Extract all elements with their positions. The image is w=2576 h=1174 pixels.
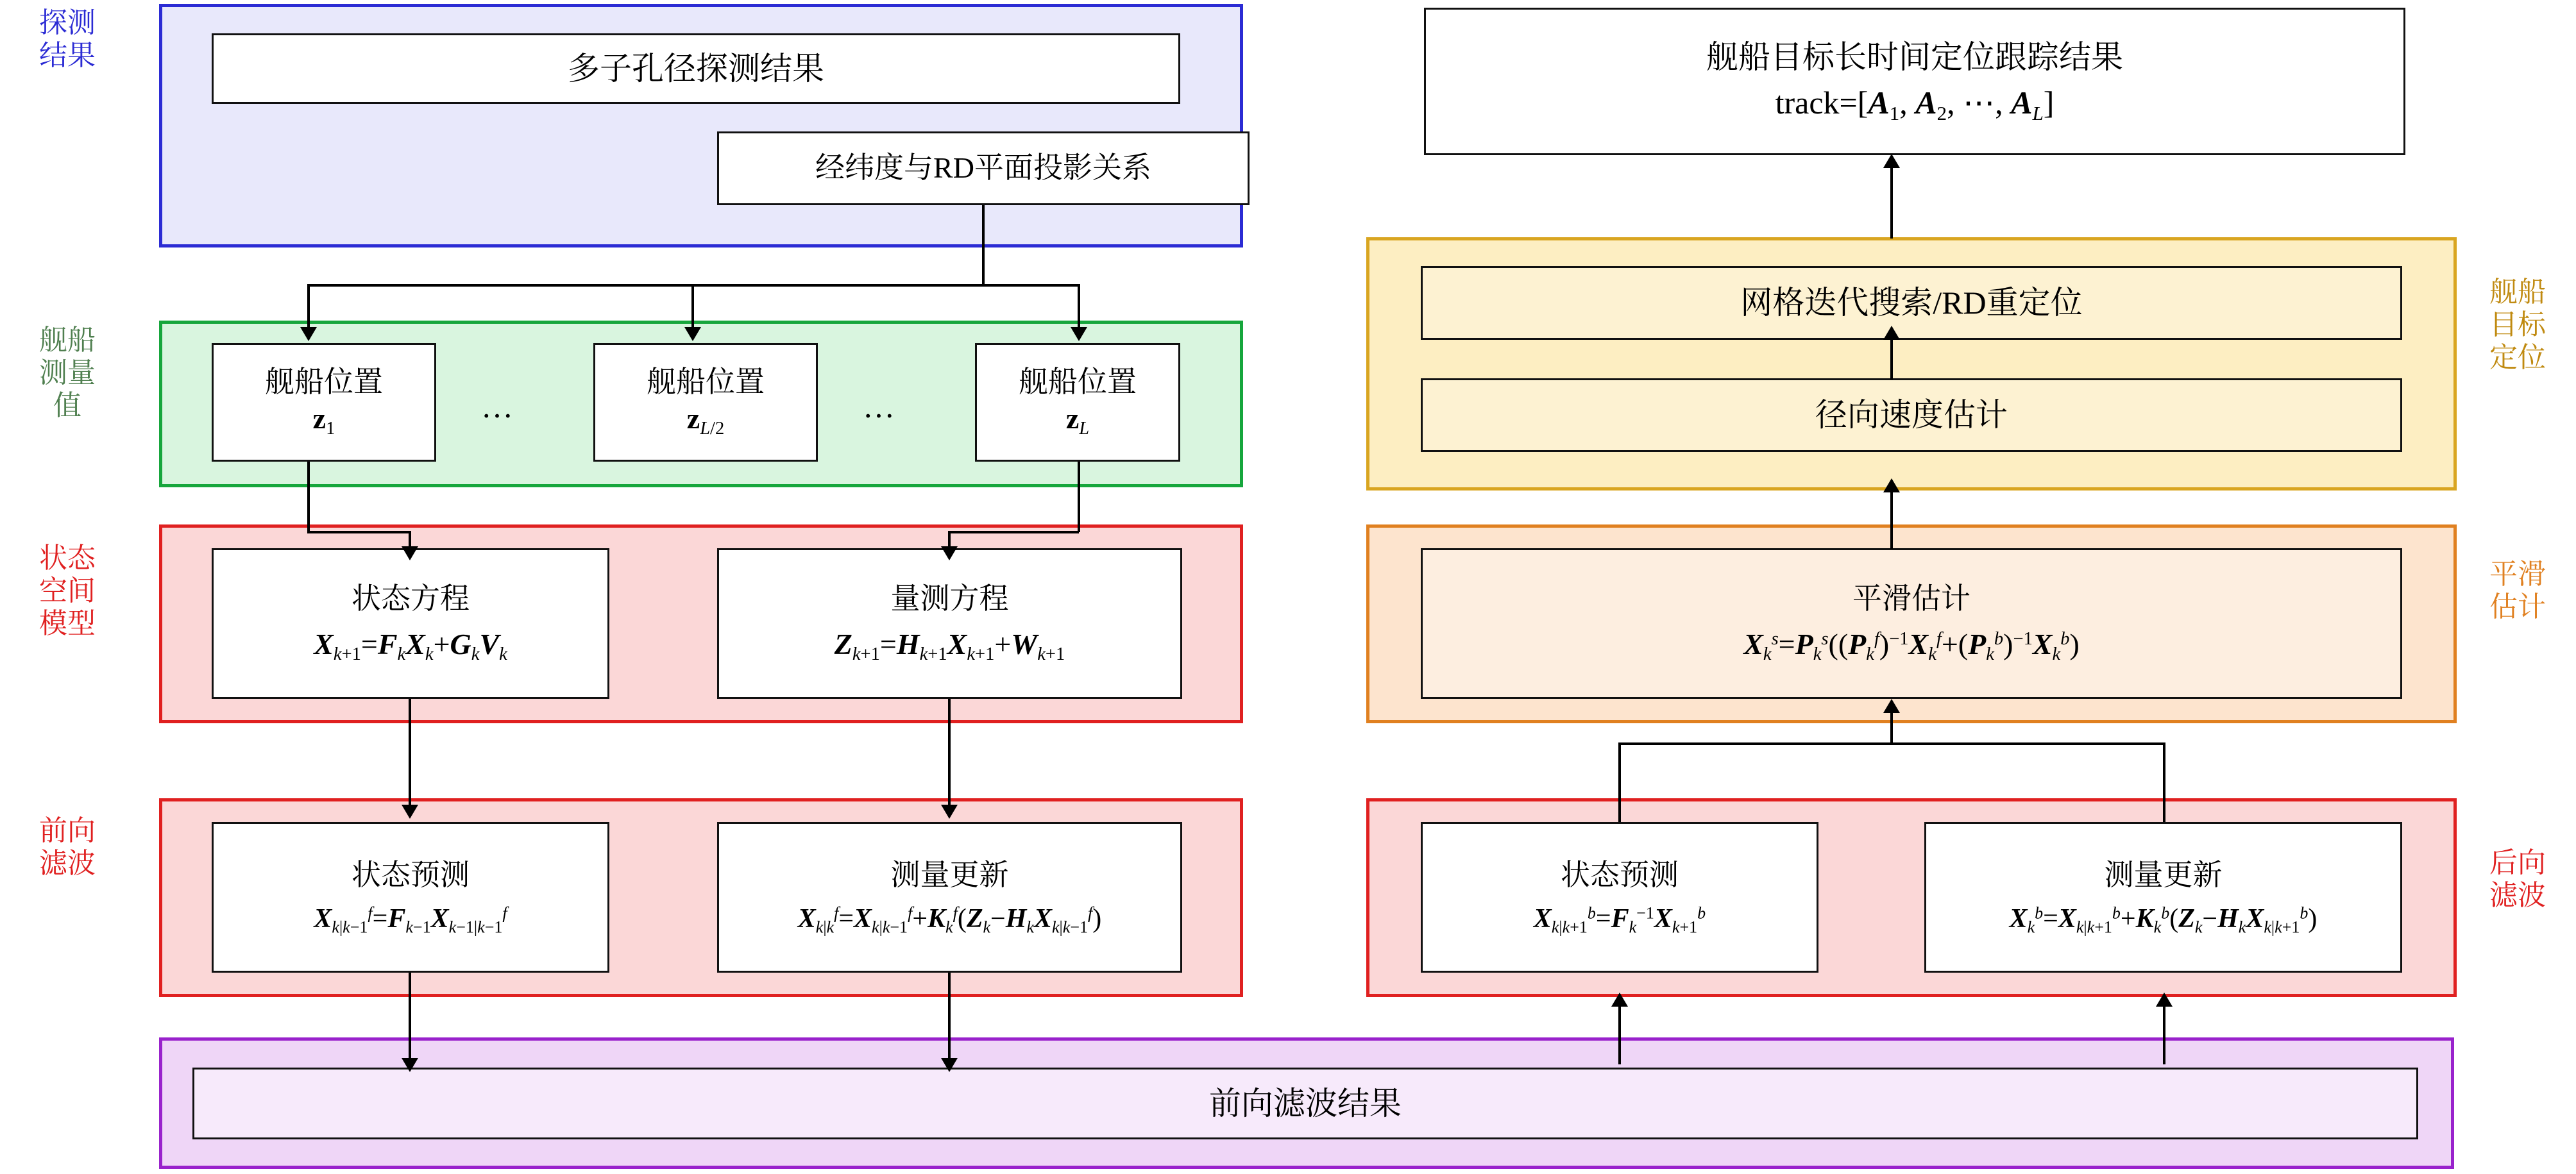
connector-back-pred-up [1618, 744, 1621, 822]
connector-result-to-back-update [2163, 1007, 2165, 1064]
backward-measurement-update-formula: $X_k^b=X_{k|k+1}^b+K_k^b(Z_k-H_kX_{k|k+1}^b)$ [2009, 903, 2318, 936]
connector-to-measurement-3 [1078, 284, 1080, 329]
node-state-equation [212, 548, 609, 699]
arrowhead-measurement-1 [300, 327, 317, 341]
arrowhead-grid-search [1883, 326, 1900, 340]
stage-label-measurement: 舰船 测量 值 [39, 324, 96, 422]
arrowhead-measurement-2 [684, 327, 701, 341]
measurement-ellipsis-left: … [481, 389, 513, 424]
node-grid-search [1421, 266, 2402, 340]
measurement-equation-title: 量测方程 [890, 582, 1009, 616]
arrowhead-backward-measurement-update [2156, 993, 2173, 1007]
connector-m3-left [948, 531, 1079, 533]
measurement-1-title: 舰船位置 [265, 365, 383, 399]
node-detection-result [212, 33, 1180, 104]
arrowhead-measurement-equation [941, 546, 958, 560]
stage-label-backward-filter: 后向 滤波 [2489, 847, 2546, 912]
stage-label-forward-filter: 前向 滤波 [39, 815, 96, 880]
measurement-2-symbol: $z_{L/2}$ [686, 401, 725, 439]
measurement-2-title: 舰船位置 [647, 365, 765, 399]
backward-measurement-update-title: 测量更新 [2104, 859, 2223, 892]
connector-m3-down [1078, 462, 1080, 532]
connector-state-eq-to-pred [409, 699, 411, 805]
measurement-3-symbol: $z_L$ [1065, 401, 1090, 439]
connector-m1-right [307, 531, 410, 533]
track-result-line2: $track=[A_1$, $A_2$, ⋯, $A_L$] [1775, 84, 2055, 124]
connector-projection-down [982, 205, 985, 285]
node-measurement-2 [593, 343, 818, 462]
grid-search-label: 网格迭代搜索/RD重定位 [1740, 285, 2083, 321]
connector-meas-eq-to-update [948, 699, 951, 805]
forward-result-label: 前向滤波结果 [1209, 1085, 1402, 1121]
arrowhead-backward-state-prediction [1611, 993, 1628, 1007]
backward-state-prediction-formula: $X_{k|k+1}^b=F_k^{-1}X_{k+1}^b$ [1533, 903, 1706, 936]
measurement-equation-formula: $Z_{k+1}=H_{k+1}X_{k+1}+W_{k+1}$ [834, 627, 1065, 664]
forward-measurement-update-title: 测量更新 [890, 859, 1009, 892]
connector-smoothing-to-velocity [1890, 492, 1893, 549]
stage-label-state-space: 状态 空间 模型 [39, 542, 96, 640]
arrowhead-forward-state-prediction [402, 805, 418, 819]
connector-velocity-to-grid [1890, 340, 1893, 380]
measurement-1-symbol: $z_1$ [312, 401, 335, 439]
arrowhead-track-result [1883, 154, 1900, 168]
connector-result-to-back-pred [1618, 1007, 1621, 1064]
projection-relation-label: 经纬度与RD平面投影关系 [815, 151, 1151, 185]
node-forward-result [192, 1068, 2418, 1139]
arrowhead-state-equation [402, 546, 418, 560]
node-measurement-3 [975, 343, 1180, 462]
node-forward-state-prediction [212, 822, 609, 973]
connector-m1-down [307, 462, 310, 532]
detection-result-label: 多子孔径探测结果 [568, 50, 824, 87]
forward-state-prediction-title: 状态预测 [352, 859, 470, 892]
node-measurement-1 [212, 343, 436, 462]
stage-label-detection: 探测 结果 [39, 7, 96, 72]
state-equation-formula: $X_{k+1}=F_kX_k+G_kV_k$ [314, 627, 507, 664]
connector-update-to-result [948, 973, 951, 1062]
connector-pred-to-result [409, 973, 411, 1062]
smoothing-formula: $X_k^s=P_k^s((P_k^f)^{-1}X_k^f+(P_k^b)^{-1}X_k^b)$ [1743, 627, 2080, 664]
connector-back-update-up [2163, 744, 2165, 822]
node-measurement-equation [717, 548, 1182, 699]
node-projection-relation [717, 131, 1250, 205]
measurement-ellipsis-right: … [863, 389, 895, 424]
arrowhead-measurement-3 [1071, 327, 1087, 341]
track-result-line1: 舰船目标长时间定位跟踪结果 [1706, 38, 2123, 75]
stage-label-locating: 舰船 目标 定位 [2489, 276, 2546, 374]
node-backward-measurement-update [1924, 822, 2402, 973]
forward-state-prediction-formula: $X_{k|k-1}^f=F_{k-1}X_{k-1|k-1}^f$ [314, 903, 507, 936]
radial-velocity-label: 径向速度估计 [1815, 397, 2008, 433]
arrowhead-forward-result-left [402, 1058, 418, 1072]
stage-label-smoothing: 平滑 估计 [2489, 558, 2546, 623]
forward-measurement-update-formula: $X_{k|k}^f=X_{k|k-1}^f+K_k^f(Z_k-H_kX_{k|k-1}^f)$ [797, 903, 1102, 936]
node-smoothing [1421, 548, 2402, 699]
node-backward-state-prediction [1421, 822, 1818, 973]
backward-state-prediction-title: 状态预测 [1561, 859, 1679, 892]
arrowhead-forward-result-right [941, 1058, 958, 1072]
measurement-3-title: 舰船位置 [1019, 365, 1137, 399]
arrowhead-radial-velocity [1883, 478, 1900, 492]
node-forward-measurement-update [717, 822, 1182, 973]
arrowhead-smoothing [1883, 699, 1900, 713]
connector-grid-to-track [1890, 168, 1893, 239]
arrowhead-forward-measurement-update [941, 805, 958, 819]
connector-smoothing-stub [1890, 712, 1893, 744]
connector-to-measurement-2 [691, 284, 694, 329]
connector-to-measurement-1 [307, 284, 310, 329]
node-track-result [1424, 8, 2405, 155]
node-radial-velocity [1421, 378, 2402, 452]
smoothing-title: 平滑估计 [1852, 582, 1970, 616]
state-equation-title: 状态方程 [352, 582, 470, 616]
